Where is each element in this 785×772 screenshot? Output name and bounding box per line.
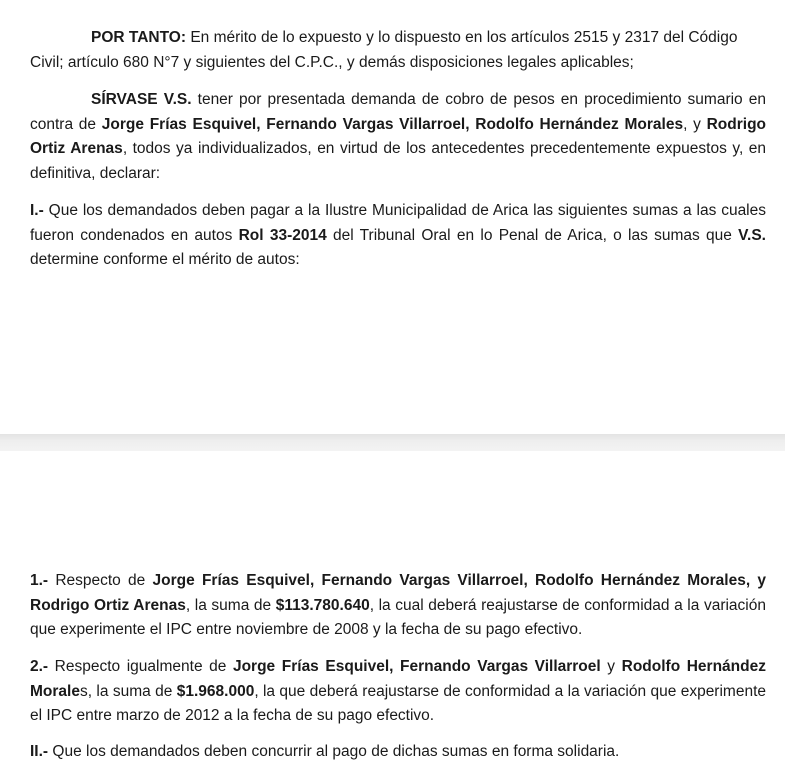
defendant-name: Rodolfo Hernández Morale: [30, 658, 766, 700]
case-rol: Rol 33-2014: [238, 226, 327, 244]
sirvase-heading: SÍRVASE V.S.: [91, 91, 192, 108]
item-number: 1.-: [30, 572, 49, 589]
amount: $113.780.640: [275, 596, 370, 614]
defendants-names: Jorge Frías Esquivel, Fernando Vargas Villarroel, Rodolfo Hernández Morales, y Rodrigo Ortiz Arenas: [30, 572, 766, 614]
item-number: 2.-: [30, 658, 49, 675]
paragraph-sirvase: SÍRVASE V.S. tener por presentada demanda de cobro de pesos en procedimiento sumario en contra de Jorge Frías Esquivel, Fernando Vargas Villarroel, Rodolfo Hernández Morales, y Rodrigo Ortiz Arenas, todos ya individualizados, en virtud de los antecedentes precedentemente expuestos y, en definitiva, declarar:: [30, 91, 767, 182]
por-tanto-heading: POR TANTO:: [91, 29, 187, 46]
defendant-name: Rodrigo Ortiz Arenas: [30, 115, 767, 157]
defendants-names: Jorge Frías Esquivel, Fernando Vargas Villarroel, Rodolfo Hernández Morales: [101, 115, 684, 133]
document-page-2: [0, 451, 785, 772]
paragraph-item-1: 1.- Respecto de Jorge Frías Esquivel, Fernando Vargas Villarroel, Rodolfo Hernández Morales, y Rodrigo Ortiz Arenas, la suma de $113.780.640, la cual deberá reajustarse de conformidad a la variación que experimente el IPC entre noviembre de 2008 y la fecha de su pago efectivo.: [30, 572, 766, 638]
paragraph-por-tanto: POR TANTO: En mérito de lo expuesto y lo dispuesto en los artículos 2515 y 2317 del Código Civil; artículo 680 N°7 y siguientes del C.P.C., y demás disposiciones legales aplicables;: [30, 29, 738, 71]
page-separator: [0, 434, 785, 451]
item-number: II.-: [30, 743, 49, 760]
item-number: I.-: [30, 202, 44, 219]
paragraph-item-I: I.- Que los demandados deben pagar a la Ilustre Municipalidad de Arica las siguientes sumas a las cuales fueron condenados en autos Rol 33-2014 del Tribunal Oral en lo Penal de Arica, o las sumas que V.S. determine conforme el mérito de autos:: [30, 202, 766, 268]
paragraph-item-II: II.- Que los demandados deben concurrir al pago de dichas sumas en forma solidaria.: [30, 743, 620, 760]
defendants-names: Jorge Frías Esquivel, Fernando Vargas Villarroel: [232, 658, 601, 675]
amount: $1.968.000: [176, 682, 255, 700]
vs-abbrev: V.S.: [738, 226, 766, 244]
paragraph-item-2: 2.- Respecto igualmente de Jorge Frías Esquivel, Fernando Vargas Villarroel y Rodolfo Hernández Morales, la suma de $1.968.000, la que deberá reajustarse de conformidad a la variación que experimente el IPC entre marzo de 2012 a la fecha de su pago efectivo.: [30, 658, 766, 724]
